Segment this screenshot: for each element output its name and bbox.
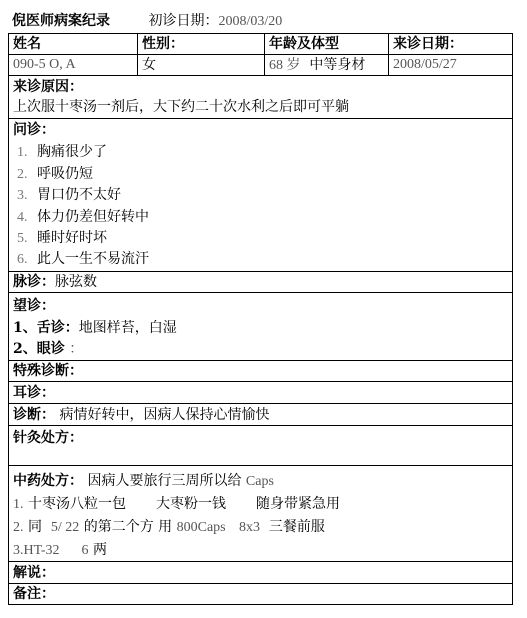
inquiry-item-number: 5. [17, 231, 28, 246]
herbal-line-2 [13, 517, 325, 538]
herbal-line-3-b: 6 [81, 543, 89, 558]
inquiry-item [17, 228, 107, 249]
diagnosis-text: 病情好转中，因病人保持心情愉快 [59, 407, 270, 423]
herbal-line-2-b: 5/ 22 [50, 520, 80, 535]
herbal-line-1-c: 随身带紧急用 [255, 496, 340, 512]
record-title: 倪医师病案纪录 [12, 13, 110, 29]
herbal-line-3-a: 3.HT-32 [13, 543, 60, 558]
special-diagnosis-label: 特殊诊断： [13, 363, 83, 379]
tongue-text: 地图样苔，白湿 [78, 320, 177, 336]
tongue-line [13, 318, 177, 338]
name-header: 姓名 [13, 36, 41, 52]
info-values-row [9, 55, 512, 76]
inquiry-item [17, 207, 149, 228]
patient-name: 090-5 O, A [13, 57, 76, 72]
herbal-section [9, 466, 512, 562]
herbal-line-2-e: 800Caps [176, 520, 226, 535]
herbal-line-3-c: 两 [93, 542, 107, 558]
herbal-line-2-g: 三餐前服 [268, 519, 325, 535]
inquiry-item [17, 185, 121, 206]
diagnosis-label: 诊断： [13, 407, 55, 423]
eye-text: ： [69, 342, 84, 357]
patient-body-type: 中等身材 [309, 57, 366, 73]
herbal-line-1-b: 大枣粉一钱 [155, 496, 226, 512]
first-visit-date: 2008/03/20 [218, 14, 283, 29]
pulse-label: 脉诊： [13, 274, 55, 290]
inspection-label: 望诊： [13, 298, 55, 314]
age-header: 年龄及体型 [264, 34, 388, 54]
reason-label: 来诊原因： [13, 79, 83, 95]
remarks-section [9, 584, 512, 604]
patient-gender: 女 [137, 55, 264, 75]
info-header-row [9, 34, 512, 55]
reason-text: 上次服十枣汤一剂后，大下约二十次水利之后即可平躺 [13, 99, 349, 115]
acupuncture-section [9, 426, 512, 466]
tongue-label: 1、舌诊： [13, 320, 79, 336]
patient-age-body [264, 55, 388, 75]
inquiry-item-text: 胃口仍不太好 [37, 187, 121, 203]
ear-diagnosis-label: 耳诊： [13, 385, 55, 401]
inquiry-item-text: 睡时好时坏 [37, 230, 107, 246]
inquiry-item-number: 2. [17, 167, 28, 182]
herbal-intro-en: Caps [245, 474, 274, 489]
acupuncture-label: 针灸处方： [13, 430, 83, 446]
patient-visit-date: 2008/05/27 [388, 55, 512, 75]
inquiry-item [17, 164, 93, 185]
diagnosis-line [13, 405, 269, 425]
explanation-section [9, 562, 512, 584]
diagnosis-section [9, 404, 512, 426]
inquiry-item-number: 4. [17, 210, 28, 225]
inspection-section [9, 293, 512, 361]
pulse-line [13, 272, 97, 292]
gender-header: 性别： [137, 34, 264, 54]
herbal-line-3 [13, 540, 107, 561]
inquiry-item [17, 142, 107, 163]
herbal-line-2-a: 同 [27, 519, 42, 535]
special-diagnosis-section [9, 361, 512, 382]
remarks-label: 备注： [13, 586, 55, 602]
inquiry-item-number: 3. [17, 188, 28, 203]
reason-section [9, 76, 512, 119]
herbal-line-1-a: 十枣汤八粒一包 [27, 496, 126, 512]
herbal-line-2-d: 用 [158, 519, 173, 535]
inquiry-item-number: 1. [17, 145, 28, 160]
inquiry-section [9, 119, 512, 272]
inquiry-item-number: 6. [17, 252, 28, 267]
pulse-section [9, 272, 512, 293]
herbal-intro: 因病人要旅行三周所以给 [87, 473, 242, 489]
patient-age: 68 岁 [269, 58, 301, 73]
pulse-text: 脉弦数 [55, 274, 97, 290]
eye-label: 2、眼诊 [13, 341, 65, 357]
herbal-line-1-number: 1. [13, 497, 24, 512]
herbal-line-2-c: 的第二个方 [83, 519, 154, 535]
first-visit-label: 初诊日期： [148, 13, 219, 29]
visit-date-header: 来诊日期： [388, 34, 512, 54]
ear-diagnosis-section [9, 382, 512, 404]
herbal-intro-line [13, 471, 274, 492]
inquiry-label: 问诊： [13, 122, 55, 138]
herbal-line-2-number: 2. [13, 520, 24, 535]
herbal-line-2-f: 8x3 [238, 520, 260, 535]
record-header [12, 10, 282, 32]
eye-line [13, 339, 83, 360]
inquiry-item-text: 体力仍差但好转中 [37, 209, 149, 225]
explanation-label: 解说： [13, 565, 55, 581]
inquiry-item-text: 此人一生不易流汗 [37, 251, 149, 267]
inquiry-item-text: 胸痛很少了 [37, 144, 107, 160]
herbal-label: 中药处方： [13, 473, 83, 489]
inquiry-item-text: 呼吸仍短 [37, 166, 93, 182]
herbal-line-1 [13, 494, 340, 515]
case-record-table [8, 33, 513, 605]
inquiry-item [17, 249, 149, 270]
